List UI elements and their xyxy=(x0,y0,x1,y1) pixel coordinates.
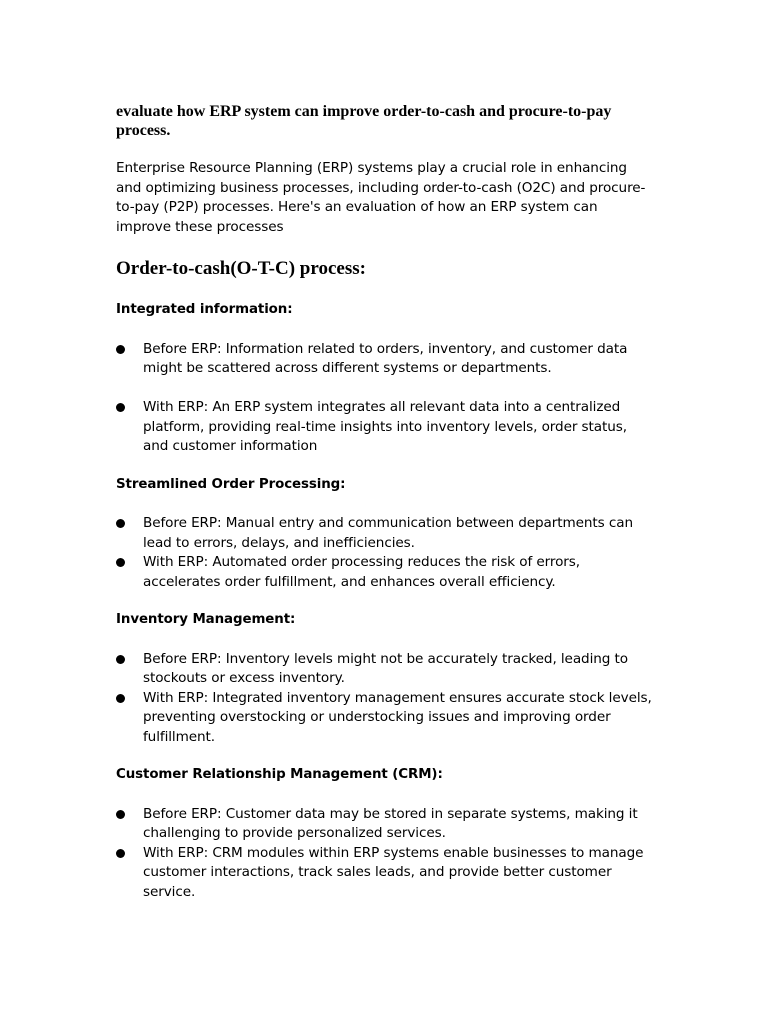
bullet-icon xyxy=(116,345,125,354)
bullet-icon xyxy=(116,694,125,703)
list-item xyxy=(116,553,656,592)
bullet-text: With ERP: Automated order processing reduces the risk of errors, accelerates order fulfillment, and enhances overall efficiency. xyxy=(143,554,580,590)
document-page xyxy=(116,102,656,902)
list-item xyxy=(116,805,656,844)
bullet-icon xyxy=(116,849,125,858)
list-item xyxy=(116,650,656,689)
list-item xyxy=(116,514,656,553)
bullet-icon xyxy=(116,403,125,412)
subsection-crm xyxy=(116,765,656,902)
section-heading-otc: Order-to-cash(O-T-C) process: xyxy=(116,258,366,279)
bullet-list xyxy=(116,650,656,748)
subsection-integrated-information xyxy=(116,300,656,457)
bullet-text: Before ERP: Information related to orders, inventory, and customer data might be scattered across different systems or departments. xyxy=(143,340,628,376)
subsection-heading: Inventory Management: xyxy=(116,612,296,627)
subsection-heading: Customer Relationship Management (CRM): xyxy=(116,767,443,782)
bullet-list xyxy=(116,340,656,457)
list-item xyxy=(116,844,656,903)
subsection-heading: Integrated information: xyxy=(116,302,293,317)
intro-paragraph: Enterprise Resource Planning (ERP) systems play a crucial role in enhancing and optimizing business processes, including order-to-cash (O2C) and procure-to-pay (P2P) processes. Here's an evaluation of how an ERP system can improve these processes xyxy=(116,160,646,235)
document-title: evaluate how ERP system can improve order-to-cash and procure-to-pay process. xyxy=(116,103,612,139)
subsection-inventory-management xyxy=(116,610,656,747)
subsection-streamlined-order-processing xyxy=(116,475,656,593)
bullet-icon xyxy=(116,810,125,819)
bullet-text: With ERP: An ERP system integrates all relevant data into a centralized platform, providing real-time insights into inventory levels, order status, and customer information xyxy=(143,399,627,454)
bullet-text: Before ERP: Manual entry and communication between departments can lead to errors, delays, and inefficiencies. xyxy=(143,515,633,551)
bullet-list xyxy=(116,805,656,903)
bullet-icon xyxy=(116,655,125,664)
bullet-text: With ERP: Integrated inventory management ensures accurate stock levels, preventing overstocking or understocking issues and improving order fulfillment. xyxy=(143,689,652,745)
subsection-heading: Streamlined Order Processing: xyxy=(116,476,346,492)
list-item xyxy=(116,398,656,457)
bullet-text: Before ERP: Customer data may be stored in separate systems, making it challenging to provide personalized services. xyxy=(143,805,638,841)
bullet-text: With ERP: CRM modules within ERP systems enable businesses to manage customer interactions, track sales leads, and provide better customer service. xyxy=(143,844,644,900)
bullet-icon xyxy=(116,519,125,528)
list-item xyxy=(116,340,656,379)
bullet-list xyxy=(116,514,656,592)
bullet-icon xyxy=(116,558,125,567)
bullet-text: Before ERP: Inventory levels might not be accurately tracked, leading to stockouts or excess inventory. xyxy=(143,650,628,686)
list-item xyxy=(116,689,656,748)
